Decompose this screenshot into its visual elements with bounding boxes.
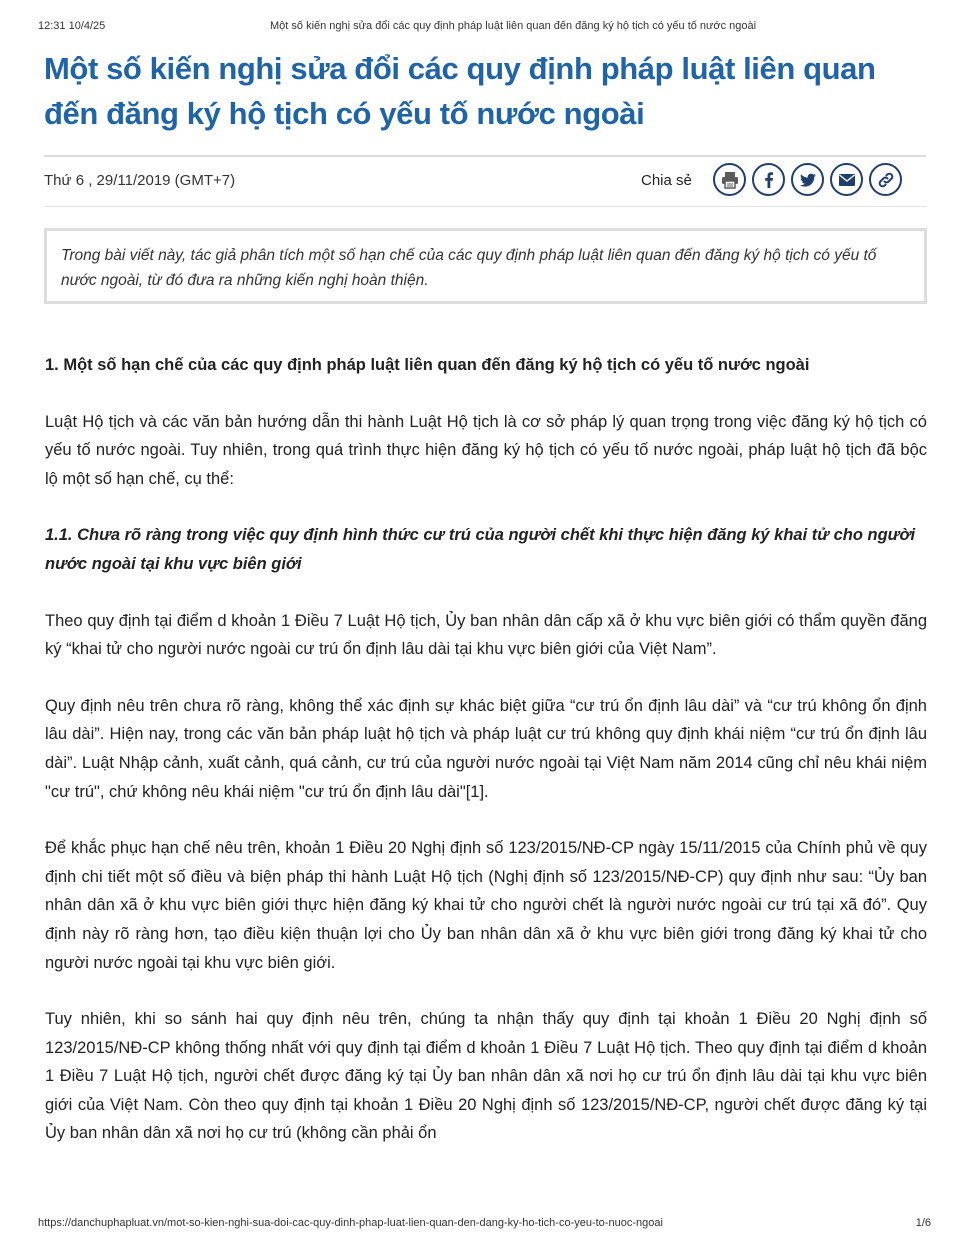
email-share-button[interactable] — [830, 163, 863, 196]
facebook-share-button[interactable] — [752, 163, 785, 196]
meta-divider — [44, 206, 926, 207]
print-icon — [720, 170, 740, 190]
twitter-share-button[interactable] — [791, 163, 824, 196]
share-label: Chia sẻ — [641, 172, 692, 189]
page-number: 1/6 — [915, 1217, 931, 1229]
email-icon — [837, 170, 857, 190]
article-title: Một số kiến nghị sửa đổi các quy định pháp luật liên quan đến đăng ký hộ tịch có yếu tố nước ngoài — [44, 51, 876, 131]
print-footer — [38, 1217, 931, 1233]
share-buttons — [713, 163, 902, 199]
article-summary: Trong bài viết này, tác giả phân tích một số hạn chế của các quy định pháp luật liên quan đến đăng ký hộ tịch có yếu tố nước ngoài, từ đó đưa ra những kiến nghị hoàn thiện. — [44, 228, 927, 304]
title-divider — [44, 155, 926, 157]
article-date: Thứ 6 , 29/11/2019 (GMT+7) — [44, 172, 236, 189]
paragraph-1: Luật Hộ tịch và các văn bản hướng dẫn thi hành Luật Hộ tịch là cơ sở pháp lý quan trọng trong việc đăng ký hộ tịch có yếu tố nước ngoài. Tuy nhiên, trong quá trình thực hiện đăng ký hộ tịch có yếu tố nước ngoài, pháp luật hộ tịch đã bộc lộ một số hạn chế, cụ thể: — [45, 412, 927, 488]
print-button[interactable] — [713, 163, 746, 196]
paragraph-3: Quy định nêu trên chưa rõ ràng, không thể xác định sự khác biệt giữa “cư trú ổn định lâu dài” và “cư trú không ổn định lâu dài”. Hiện nay, trong các văn bản pháp luật hộ tịch và pháp luật cư trú không quy định khái niệm “cư trú ổn định lâu dài”. Luật Nhập cảnh, xuất cảnh, quá cảnh, cư trú của người nước ngoài tại Việt Nam năm 2014 cũng chỉ nêu khái niệm "cư trú", chứ không nêu khái niệm "cư trú ổn định lâu dài"[1]. — [45, 696, 927, 801]
paragraph-5: Tuy nhiên, khi so sánh hai quy định nêu trên, chúng ta nhận thấy quy định tại khoản 1 Điều 20 Nghị định số 123/2015/NĐ-CP không thống nhất với quy định tại điểm d khoản 1 Điều 7 Luật Hộ tịch. Theo quy định tại điểm d khoản 1 Điều 7 Luật Hộ tịch, người chết được đăng ký tại Ủy ban nhân dân xã nơi họ cư trú ổn định lâu dài tại khu vực biên giới của Việt Nam. Còn theo quy định tại khoản 1 Điều 20 Nghị định số 123/2015/NĐ-CP, người chết được đăng ký tại Ủy ban nhân dân xã nơi họ cư trú (không cần phải ổn — [45, 1010, 927, 1143]
print-url: https://danchuphapluat.vn/mot-so-kien-nghi-sua-doi-cac-quy-dinh-phap-luat-lien-quan-den-dang-ky-ho-tich-co-yeu-to-nuoc-ngoai — [38, 1217, 663, 1229]
section-heading-1: 1. Một số hạn chế của các quy định pháp luật liên quan đến đăng ký hộ tịch có yếu tố nước ngoài — [45, 356, 810, 374]
link-icon — [876, 170, 896, 190]
section-heading-1-1: 1.1. Chưa rõ ràng trong việc quy định hình thức cư trú của người chết khi thực hiện đăng ký khai tử cho người nước ngoài tại khu vực biên giới — [45, 526, 916, 573]
facebook-icon — [759, 170, 779, 190]
article-body — [45, 351, 927, 1176]
twitter-icon — [798, 170, 818, 190]
copy-link-button[interactable] — [869, 163, 902, 196]
print-datetime: 12:31 10/4/25 — [38, 20, 106, 32]
paragraph-4: Để khắc phục hạn chế nêu trên, khoản 1 Điều 20 Nghị định số 123/2015/NĐ-CP ngày 15/11/2015 của Chính phủ về quy định chi tiết một số điều và biện pháp thi hành Luật Hộ tịch (Nghị định số 123/2015/NĐ-CP) quy định như sau: “Ủy ban nhân dân xã ở khu vực biên giới thực hiện đăng ký khai tử cho người chết là người nước ngoài cư trú tại xã đó”. Quy định này rõ ràng hơn, tạo điều kiện thuận lợi cho Ủy ban nhân dân xã ở khu vực biên giới trong đăng ký khai tử cho người nước ngoài tại khu vực biên giới. — [45, 839, 927, 972]
print-header — [38, 20, 931, 36]
print-doc-title: Một số kiến nghị sửa đổi các quy định pháp luật liên quan đến đăng ký hộ tịch có yếu tố nước ngoài — [270, 20, 757, 32]
paragraph-2: Theo quy định tại điểm d khoản 1 Điều 7 Luật Hộ tịch, Ủy ban nhân dân cấp xã ở khu vực biên giới có thẩm quyền đăng ký “khai tử cho người nước ngoài cư trú ổn định lâu dài tại khu vực biên giới của Việt Nam”. — [45, 611, 927, 659]
